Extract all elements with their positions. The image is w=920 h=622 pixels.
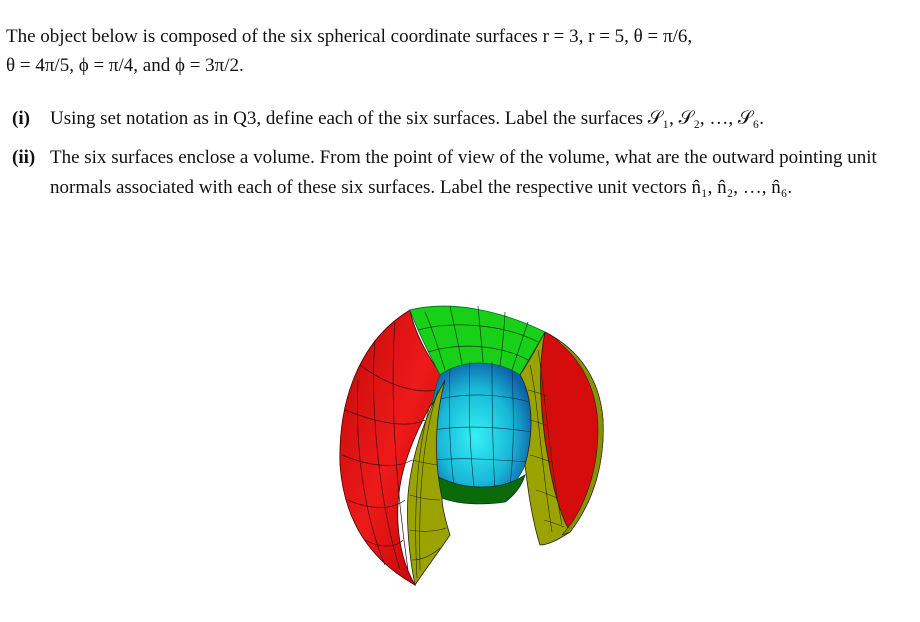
intro-line-1: The object below is composed of the six spherical coordinate surfaces r = 3, r = 5, θ = π/6, <box>6 26 693 47</box>
part-i-label: (i) <box>12 108 30 129</box>
part-i-text: Using set notation as in Q3, define each of the six surfaces. Label the surfaces 𝒮₁, 𝒮₂, …, 𝒮₆. <box>50 108 765 129</box>
question-part-i <box>12 104 892 134</box>
wedge-illustration <box>300 270 660 615</box>
part-ii-text: The six surfaces enclose a volume. From the point of view of the volume, what are the outward pointing unit normals associated with each of these six surfaces. Label the respective unit vectors n̂₁, n̂₂, …, n̂₆. <box>50 147 877 198</box>
problem-intro <box>6 22 906 80</box>
spherical-wedge-figure <box>300 270 660 615</box>
intro-line-2: θ = 4π/5, ϕ = π/4, and ϕ = 3π/2. <box>6 55 244 76</box>
part-ii-label: (ii) <box>12 147 36 168</box>
question-part-ii <box>12 143 907 203</box>
